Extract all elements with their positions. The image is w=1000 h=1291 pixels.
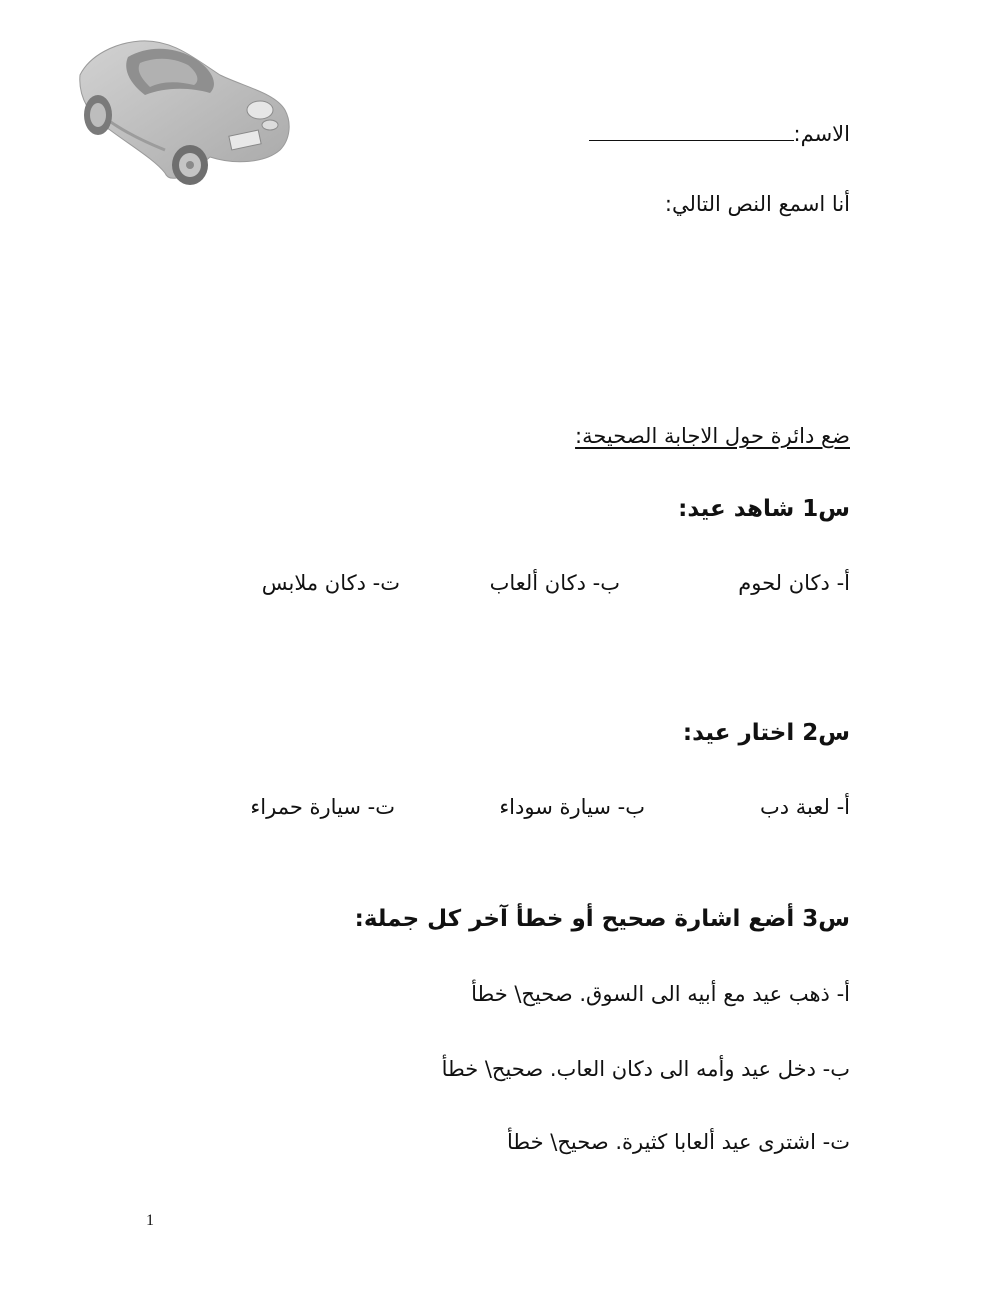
q3-statement-b[interactable]: ب- دخل عيد وأمه الى دكان العاب. صحيح\ خطأ <box>441 1057 850 1081</box>
name-blank[interactable] <box>589 120 794 141</box>
car-image <box>70 35 295 190</box>
q1-option-c[interactable]: ت- دكان ملابس <box>261 571 400 595</box>
question-1-title: س1 شاهد عيد: <box>678 496 850 522</box>
q3-statement-c[interactable]: ت- اشترى عيد ألعابا كثيرة. صحيح\ خطأ <box>507 1130 850 1154</box>
q3-statement-a[interactable]: أ- ذهب عيد مع أبيه الى السوق. صحيح\ خطأ <box>471 982 850 1006</box>
name-label: الاسم: <box>793 122 850 146</box>
question-2-title: س2 اختار عيد: <box>682 720 850 746</box>
circle-instruction: ضع دائرة حول الاجابة الصحيحة: <box>575 424 850 448</box>
q1-option-b[interactable]: ب- دكان ألعاب <box>489 571 620 595</box>
q2-option-a[interactable]: أ- لعبة دب <box>759 795 850 819</box>
question-3-title: س3 أضع اشارة صحيح أو خطأ آخر كل جملة: <box>354 906 850 932</box>
page-number: 1 <box>146 1212 154 1229</box>
name-field-line <box>589 120 850 146</box>
listen-instruction: أنا اسمع النص التالي: <box>664 192 850 216</box>
q2-option-b[interactable]: ب- سيارة سوداء <box>499 795 645 819</box>
q1-option-a[interactable]: أ- دكان لحوم <box>738 571 850 595</box>
q2-option-c[interactable]: ت- سيارة حمراء <box>250 795 395 819</box>
